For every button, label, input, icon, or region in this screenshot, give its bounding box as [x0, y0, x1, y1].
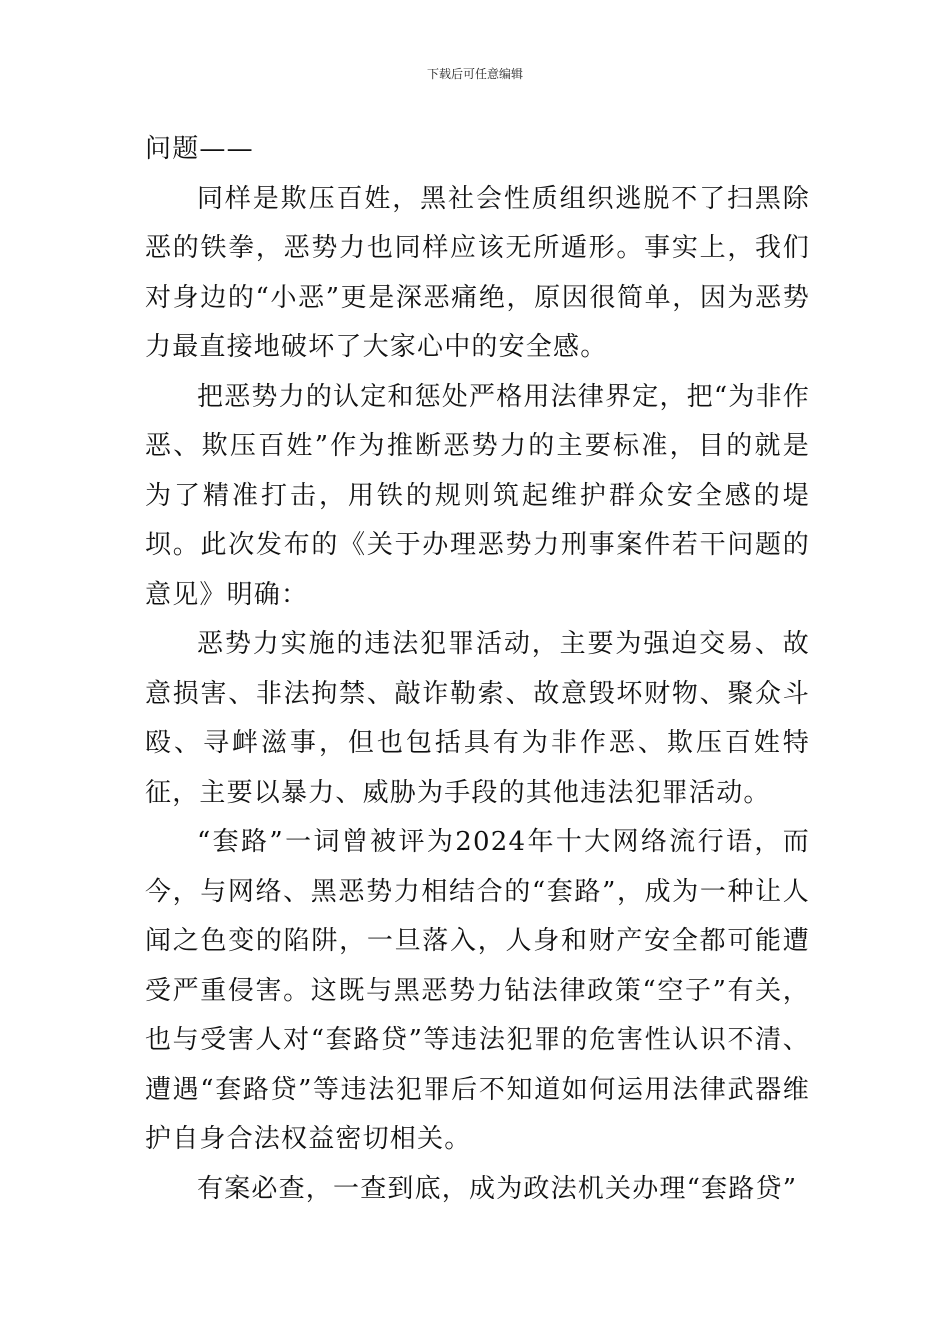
paragraph: 恶势力实施的违法犯罪活动，主要为强迫交易、故意损害、非法拘禁、敲诈勒索、故意毁坏财物、聚众斗殴、寻衅滋事，但也包括具有为非作恶、欺压百姓特征，主要以暴力、威胁为手段的其他违法犯罪活动。: [145, 629, 810, 808]
page-header: 下载后可任意编辑: [426, 67, 523, 81]
paragraph: 把恶势力的认定和惩处严格用法律界定，把“为非作恶、欺压百姓”作为推断恶势力的主要标准，目的就是为了精准打击，用铁的规则筑起维护群众安全感的堤坝。此次发布的《关于办理恶势力刑事案件若干问题的意见》明确：: [145, 381, 810, 610]
paragraph: 有案必查，一查到底，成为政法机关办理“套路贷”: [197, 1173, 798, 1204]
body-text: [145, 125, 810, 1214]
paragraph: “套路”一词曾被评为2024年十大网络流行语，而今，与网络、黑恶势力相结合的“套路”，成为一种让人闻之色变的陷阱，一旦落入，人身和财产安全都可能遭受严重侵害。这既与黑恶势力钻法律政策“空子”有关，也与受害人对“套路贷”等违法犯罪的危害性认识不清、遭遇“套路贷”等违法犯罪后不知道如何运用法律武器维护自身合法权益密切相关。: [145, 827, 810, 1154]
paragraph: 问题——: [145, 134, 254, 164]
paragraph: 同样是欺压百姓，黑社会性质组织逃脱不了扫黑除恶的铁拳，恶势力也同样应该无所遁形。事实上，我们对身边的“小恶”更是深恶痛绝，原因很简单，因为恶势力最直接地破坏了大家心中的安全感。: [145, 183, 810, 362]
